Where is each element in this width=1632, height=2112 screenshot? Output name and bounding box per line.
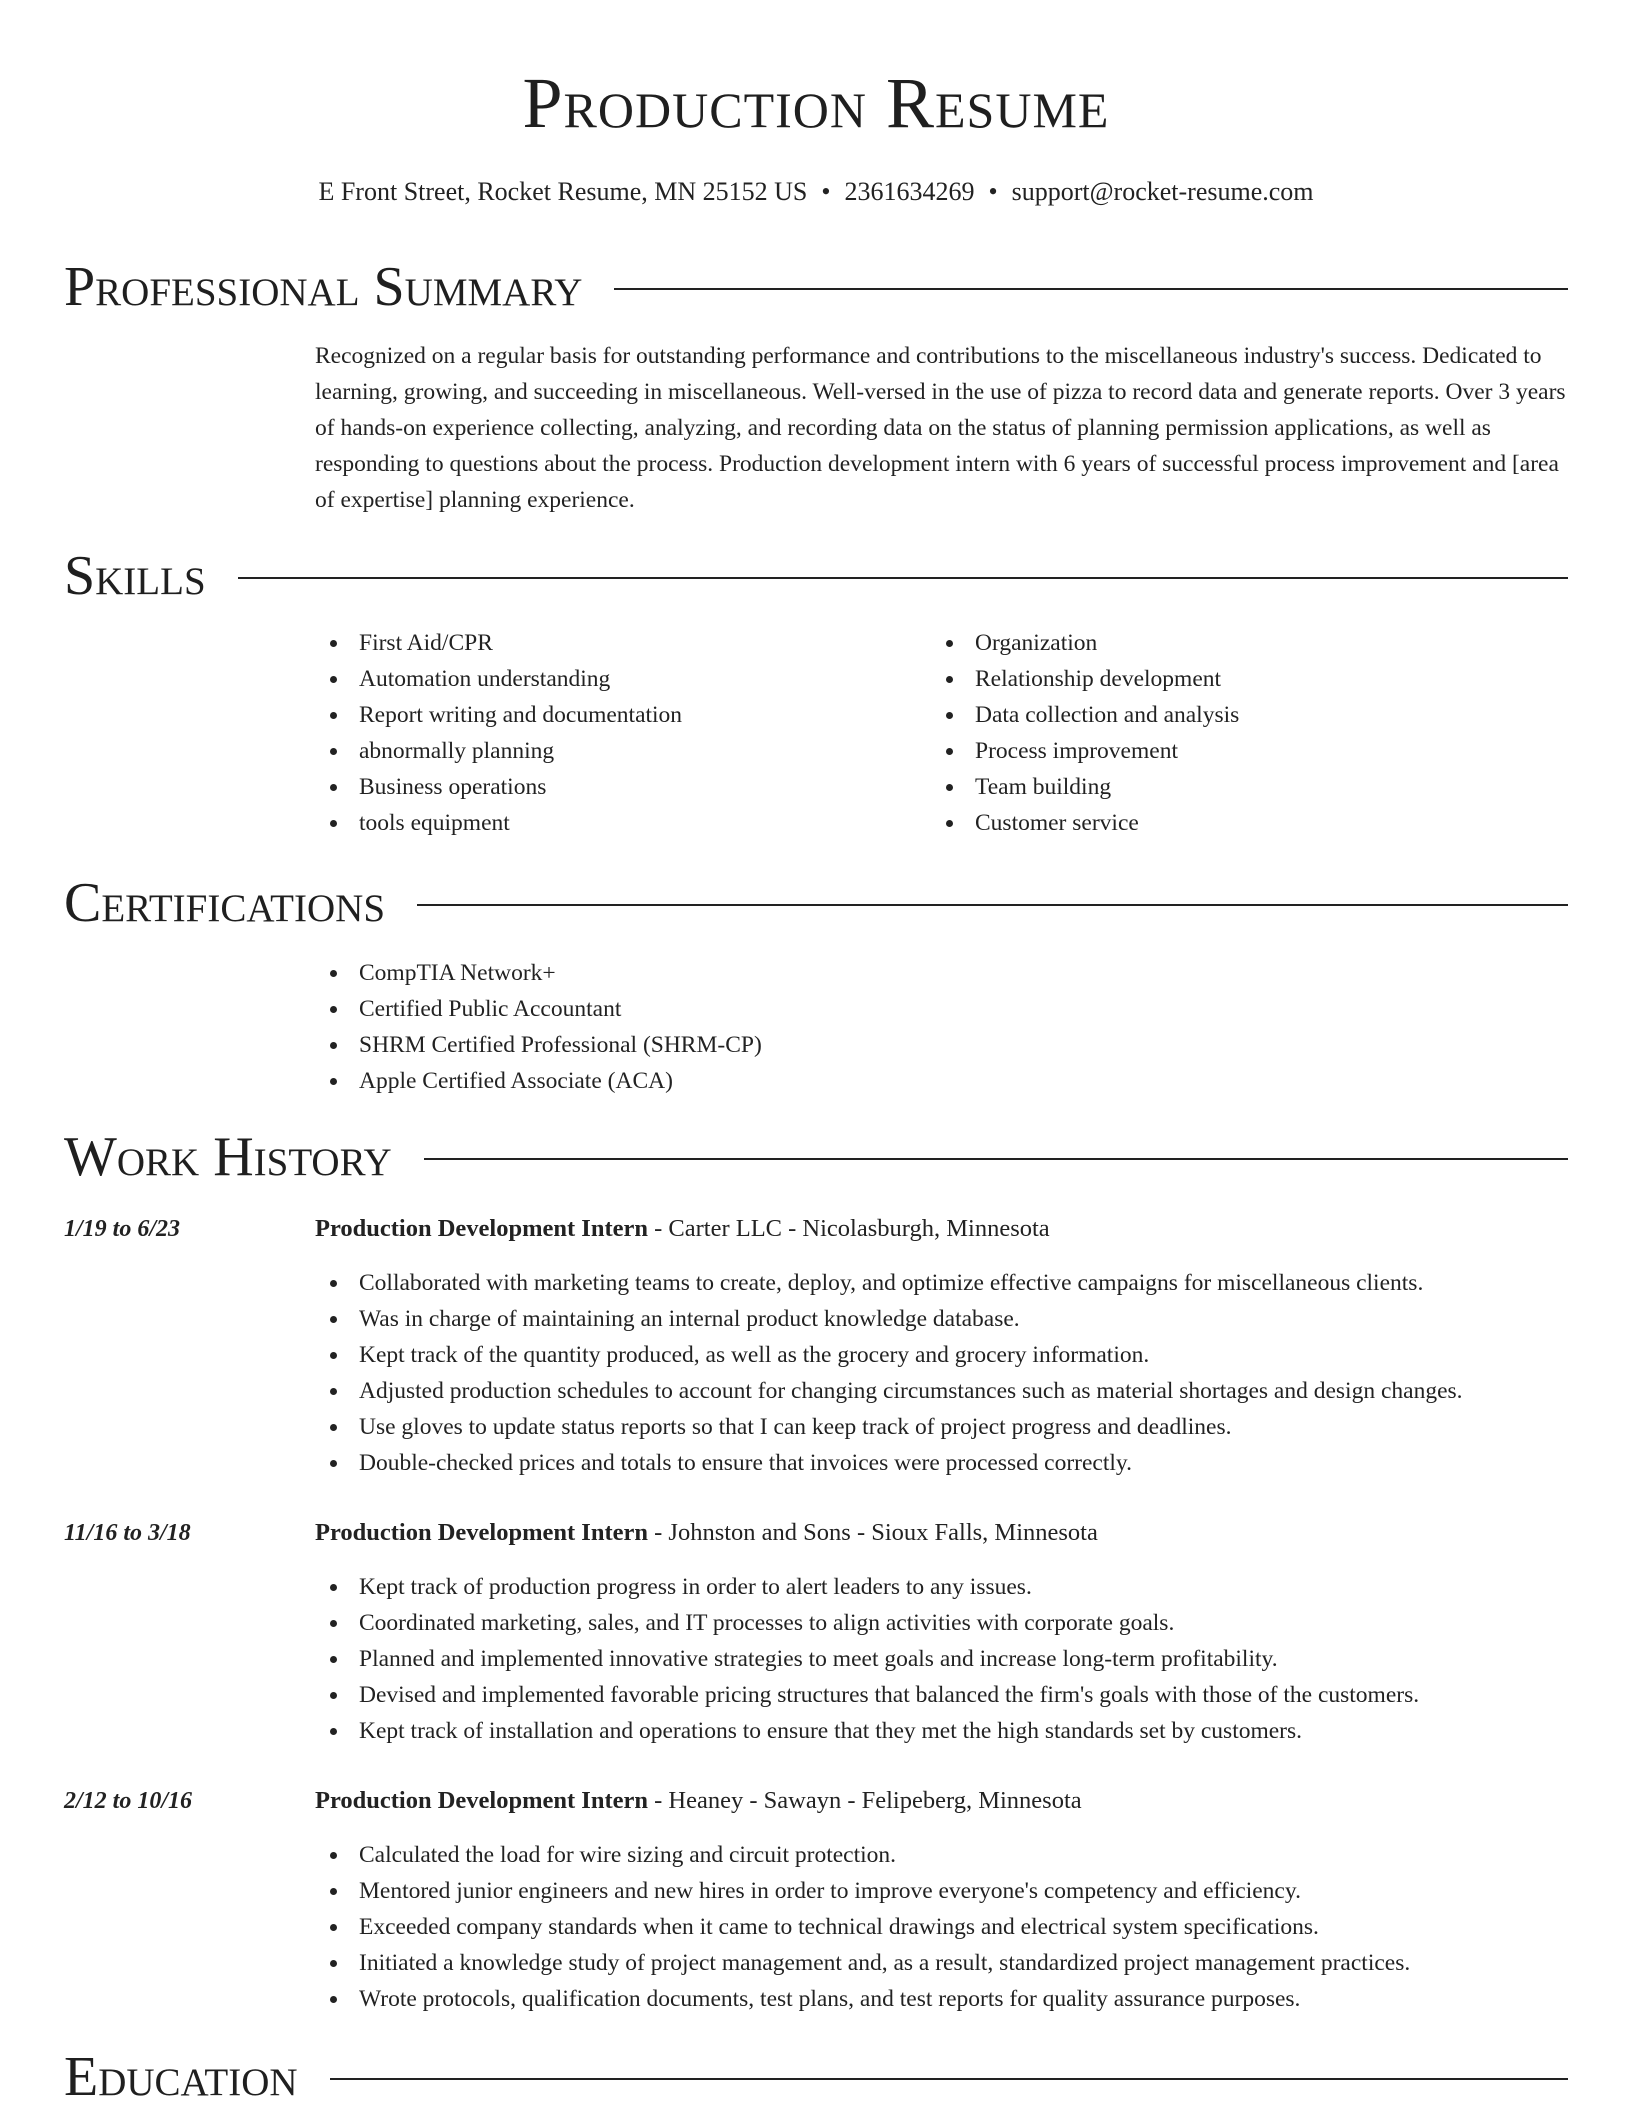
job-bullet: Calculated the load for wire sizing and circuit protection.: [315, 1837, 1410, 1873]
section-divider: [424, 1158, 1568, 1160]
certification-item: SHRM Certified Professional (SHRM-CP): [315, 1027, 762, 1063]
job-title: Production Development Intern: [315, 1519, 648, 1546]
job-bullets: [315, 1265, 1463, 1481]
job-title-line: [315, 1783, 1082, 1819]
resume-name: Production Resume: [522, 63, 1110, 143]
job-bullets: [315, 1569, 1419, 1749]
skill-item: Organization: [931, 625, 1239, 661]
job-bullet: Kept track of production progress in order to alert leaders to any issues.: [315, 1569, 1419, 1605]
contact-line: [0, 175, 1632, 209]
job-bullet: Initiated a knowledge study of project management and, as a result, standardized project management practices.: [315, 1945, 1410, 1981]
job-bullet: Use gloves to update status reports so that I can keep track of project progress and deadlines.: [315, 1409, 1463, 1445]
job-details: - Carter LLC - Nicolasburgh, Minnesota: [648, 1215, 1050, 1242]
job-bullets: [315, 1837, 1410, 2017]
email-link[interactable]: support@rocket-resume.com: [1011, 177, 1314, 206]
job-dates: 2/12 to 10/16: [64, 1788, 193, 1814]
job-details: - Johnston and Sons - Sioux Falls, Minnesota: [648, 1519, 1098, 1546]
work-history-section-header: [64, 1126, 1568, 1188]
job-title-line: [315, 1515, 1098, 1551]
contact-separator: •: [988, 177, 998, 206]
summary-section-header: [64, 256, 1568, 318]
summary-text: Recognized on a regular basis for outstanding performance and contributions to the miscellaneous industry's success. Dedicated to learning, growing, and succeeding in miscellaneous. Well-versed in the use of pizza to record data and generate reports. Over 3 years of hands-on experience collecting, analyzing, and recording data on the status of planning permission applications, as well as responding to questions about the process. Production development intern with 6 years of successful process improvement and [area of expertise] planning experience.: [315, 343, 1566, 513]
certifications-list: [315, 955, 762, 1099]
skill-item: Team building: [931, 769, 1239, 805]
skills-list-right: [931, 625, 1239, 841]
education-heading: Education: [64, 2046, 298, 2108]
job-bullet: Planned and implemented innovative strategies to meet goals and increase long-term profitability.: [315, 1641, 1419, 1677]
certifications-heading: Certifications: [64, 872, 386, 934]
job-bullet: Exceeded company standards when it came to technical drawings and electrical system specifications.: [315, 1909, 1410, 1945]
skill-item: Process improvement: [931, 733, 1239, 769]
skill-item: Business operations: [315, 769, 682, 805]
job-bullet: Kept track of the quantity produced, as well as the grocery and grocery information.: [315, 1337, 1463, 1373]
certification-item: CompTIA Network+: [315, 955, 762, 991]
job-bullet: Kept track of installation and operations to ensure that they met the high standards set by customers.: [315, 1713, 1419, 1749]
skill-item: tools equipment: [315, 805, 682, 841]
address-text: E Front Street, Rocket Resume, MN 25152 US: [318, 177, 808, 206]
summary-heading: Professional Summary: [64, 256, 583, 318]
job-bullet: Double-checked prices and totals to ensure that invoices were processed correctly.: [315, 1445, 1463, 1481]
job-bullet: Was in charge of maintaining an internal product knowledge database.: [315, 1301, 1463, 1337]
skill-item: Customer service: [931, 805, 1239, 841]
job-bullet: Coordinated marketing, sales, and IT processes to align activities with corporate goals.: [315, 1605, 1419, 1641]
skill-item: Relationship development: [931, 661, 1239, 697]
section-divider: [417, 904, 1568, 906]
job-title-line: [315, 1211, 1050, 1247]
job-bullet: Wrote protocols, qualification documents, test plans, and test reports for quality assurance purposes.: [315, 1981, 1410, 2017]
work-history-heading: Work History: [64, 1126, 392, 1188]
job-bullet: Adjusted production schedules to account for changing circumstances such as material shortages and design changes.: [315, 1373, 1463, 1409]
job-dates: 11/16 to 3/18: [64, 1520, 191, 1546]
section-divider: [238, 577, 1568, 579]
job-bullet: Collaborated with marketing teams to create, deploy, and optimize effective campaigns for miscellaneous clients.: [315, 1265, 1463, 1301]
section-divider: [614, 288, 1568, 290]
job-bullet: Mentored junior engineers and new hires in order to improve everyone's competency and efficiency.: [315, 1873, 1410, 1909]
skill-item: abnormally planning: [315, 733, 682, 769]
skill-item: Data collection and analysis: [931, 697, 1239, 733]
education-section-header: [64, 2046, 1568, 2108]
job-details: - Heaney - Sawayn - Felipeberg, Minnesota: [648, 1787, 1082, 1814]
job-title: Production Development Intern: [315, 1215, 648, 1242]
skill-item: Automation understanding: [315, 661, 682, 697]
skill-item: Report writing and documentation: [315, 697, 682, 733]
section-divider: [330, 2078, 1568, 2080]
phone-text: 2361634269: [844, 177, 975, 206]
skills-heading: Skills: [64, 545, 206, 607]
certification-item: Apple Certified Associate (ACA): [315, 1063, 762, 1099]
contact-separator: •: [821, 177, 831, 206]
skills-section-header: [64, 545, 1568, 607]
certifications-section-header: [64, 872, 1568, 934]
skills-list-left: [315, 625, 682, 841]
job-bullet: Devised and implemented favorable pricing structures that balanced the firm's goals with those of the customers.: [315, 1677, 1419, 1713]
skill-item: First Aid/CPR: [315, 625, 682, 661]
job-title: Production Development Intern: [315, 1787, 648, 1814]
certification-item: Certified Public Accountant: [315, 991, 762, 1027]
job-dates: 1/19 to 6/23: [64, 1216, 181, 1242]
